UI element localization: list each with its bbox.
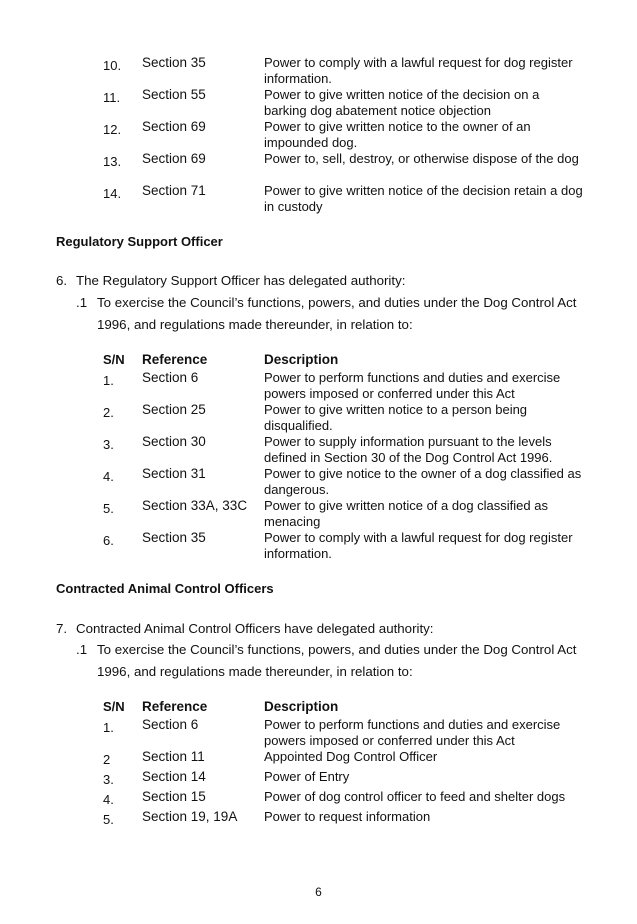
- paragraph-text: The Regulatory Support Officer has delegated authority:: [76, 273, 406, 288]
- row-reference: Section 6: [142, 717, 199, 732]
- row-reference: Section 35: [142, 55, 206, 70]
- row-sn: 3.: [103, 437, 114, 452]
- row-reference: Section 69: [142, 151, 206, 166]
- row-description: Appointed Dog Control Officer: [264, 749, 438, 764]
- row-reference: Section 6: [142, 370, 199, 385]
- subparagraph-line: 1996, and regulations made thereunder, in relation to:: [97, 664, 413, 679]
- row-sn: 5.: [103, 501, 114, 516]
- paragraph-text: Contracted Animal Control Officers have delegated authority:: [76, 621, 434, 636]
- row-sn: 3.: [103, 772, 114, 787]
- section-heading: Contracted Animal Control Officers: [56, 581, 274, 596]
- row-sn: 4.: [103, 792, 114, 807]
- row-description: Power to request information: [264, 809, 431, 824]
- subparagraph-line: To exercise the Council’s functions, powers, and duties under the Dog Control Act: [97, 642, 577, 657]
- row-description: Power to give written notice to the owner of an impounded dog.: [264, 119, 531, 150]
- row-description: Power to give notice to the owner of a dog classified as dangerous.: [264, 466, 582, 497]
- row-reference: Section 33A, 33C: [142, 498, 248, 513]
- row-reference: Section 19, 19A: [142, 809, 238, 824]
- header-description: Description: [264, 699, 339, 714]
- page-number: 6: [315, 885, 322, 899]
- row-sn: 1.: [103, 720, 114, 735]
- header-reference: Reference: [142, 699, 208, 714]
- row-reference: Section 25: [142, 402, 206, 417]
- row-sn: 2.: [103, 405, 114, 420]
- row-sn: 11.: [103, 90, 121, 105]
- subparagraph-number: .1: [76, 295, 88, 310]
- row-sn: 12.: [103, 122, 122, 137]
- row-reference: Section 15: [142, 789, 206, 804]
- row-sn: 13.: [103, 154, 122, 169]
- header-sn: S/N: [103, 699, 125, 714]
- row-sn: 5.: [103, 812, 114, 827]
- row-sn: 14.: [103, 186, 122, 201]
- row-description: Power to supply information pursuant to the levels defined in Section 30 of the Dog Control Act 1996.: [264, 434, 553, 465]
- row-reference: Section 14: [142, 769, 206, 784]
- row-description: Power to, sell, destroy, or otherwise dispose of the dog: [264, 151, 579, 166]
- row-sn: 4.: [103, 469, 114, 484]
- row-description: Power of dog control officer to feed and shelter dogs: [264, 789, 566, 804]
- row-reference: Section 30: [142, 434, 206, 449]
- row-description: Power of Entry: [264, 769, 350, 784]
- row-reference: Section 31: [142, 466, 206, 481]
- row-description: Power to give written notice to a person being disqualified.: [264, 402, 528, 433]
- row-description: Power to give written notice of the decision retain a dog in custody: [264, 183, 583, 214]
- row-reference: Section 71: [142, 183, 206, 198]
- section-heading: Regulatory Support Officer: [56, 234, 223, 249]
- paragraph-number: 6.: [56, 273, 68, 288]
- row-description: Power to give written notice of a dog classified as menacing: [264, 498, 548, 529]
- header-description: Description: [264, 352, 339, 367]
- subparagraph-number: .1: [76, 642, 88, 657]
- row-description: Power to perform functions and duties and exercise powers imposed or conferred under this Act: [264, 717, 561, 748]
- subparagraph-line: To exercise the Council’s functions, powers, and duties under the Dog Control Act: [97, 295, 577, 310]
- row-sn: 2: [103, 752, 111, 767]
- row-reference: Section 69: [142, 119, 206, 134]
- header-sn: S/N: [103, 352, 125, 367]
- row-description: Power to perform functions and duties and exercise powers imposed or conferred under this Act: [264, 370, 561, 401]
- row-description: Power to comply with a lawful request for dog register information.: [264, 530, 573, 561]
- row-sn: 10.: [103, 58, 122, 73]
- row-reference: Section 35: [142, 530, 206, 545]
- row-reference: Section 55: [142, 87, 206, 102]
- row-sn: 6.: [103, 533, 114, 548]
- paragraph-number: 7.: [56, 621, 68, 636]
- row-description: Power to give written notice of the decision on a barking dog abatement notice objection: [264, 87, 540, 118]
- row-description: Power to comply with a lawful request for dog register information.: [264, 55, 573, 86]
- header-reference: Reference: [142, 352, 208, 367]
- subparagraph-line: 1996, and regulations made thereunder, in relation to:: [97, 317, 413, 332]
- row-reference: Section 11: [142, 749, 205, 764]
- row-sn: 1.: [103, 373, 114, 388]
